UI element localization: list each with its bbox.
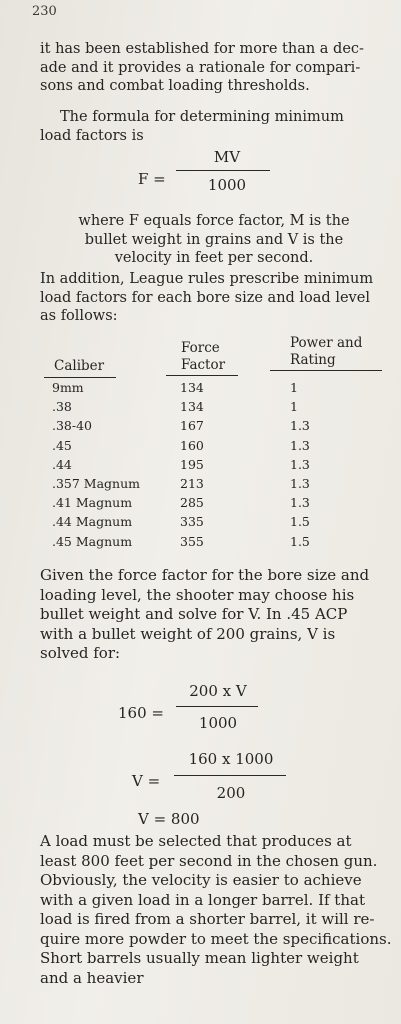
text-line: Given the force factor for the bore size and: [40, 566, 370, 584]
cell-force-factor: 213: [180, 475, 204, 491]
table-row: [40, 495, 390, 514]
header-rule: [44, 377, 116, 378]
text-line: The formula for determining minimum: [60, 109, 344, 125]
text-line: load is fired from a shorter barrel, it will re-: [40, 910, 375, 928]
cell-force-factor: 167: [180, 418, 204, 434]
cell-force-factor: 134: [180, 380, 204, 395]
page-number: 230: [32, 4, 57, 19]
text-line: load factors is: [40, 127, 144, 144]
text-line: it has been established for more than a dec-: [40, 41, 364, 57]
header-rule: [166, 375, 238, 376]
equation-numerator: 160 x 1000: [188, 750, 274, 768]
cell-power-rating: 1.3: [290, 495, 310, 511]
table-row: [40, 418, 390, 437]
text-line: velocity in feet per second.: [114, 250, 314, 266]
equation-denominator: 200: [216, 784, 246, 802]
fraction-bar: [176, 706, 258, 707]
table-row: [40, 476, 390, 495]
table-row: [40, 514, 390, 533]
text-line: solved for:: [40, 644, 121, 662]
header-power-bottom: Rating: [290, 352, 336, 368]
equation-numerator: 200 x V: [189, 682, 247, 700]
text-line: In addition, League rules prescribe minimum: [40, 271, 374, 287]
cell-caliber: .41 Magnum: [52, 495, 133, 511]
cell-force-factor: 285: [180, 495, 204, 511]
table-body: [40, 380, 390, 553]
equation-lhs: 160 =: [118, 704, 164, 722]
header-caliber: Caliber: [54, 358, 105, 374]
cell-caliber: 9mm: [52, 380, 84, 395]
cell-power-rating: 1.3: [290, 475, 310, 491]
text-line: sons and combat loading thresholds.: [40, 78, 310, 94]
text-line: loading level, the shooter may choose his: [40, 585, 355, 604]
text-line: bullet weight in grains and V is the: [84, 231, 344, 248]
header-rule: [270, 370, 382, 371]
text-line: ade and it provides a rationale for compari-: [40, 59, 361, 76]
cell-caliber: .44 Magnum: [52, 514, 133, 530]
formula-numerator: MV: [213, 148, 241, 166]
intro-paragraph: [40, 40, 388, 96]
text-line: bullet weight and solve for V. In .45 ACP: [40, 605, 348, 623]
final-paragraph: [40, 832, 390, 988]
header-force-bottom: Factor: [181, 357, 226, 373]
text-line: Short barrels usually mean lighter weight: [40, 949, 359, 967]
cell-caliber: .357 Magnum: [52, 475, 141, 491]
cell-force-factor: 195: [180, 456, 204, 472]
cell-power-rating: 1.3: [290, 418, 310, 434]
table-row: [40, 438, 390, 457]
cell-power-rating: 1: [290, 399, 298, 415]
header-power-top: Power and: [290, 335, 363, 351]
table-row: [40, 534, 390, 553]
equation-denominator: 1000: [198, 714, 238, 732]
text-line: A load must be selected that produces at: [40, 832, 352, 850]
text-line: and a heavier: [40, 968, 144, 987]
cell-force-factor: 134: [180, 399, 204, 415]
text-line: as follows:: [40, 308, 118, 324]
cell-force-factor: 335: [180, 514, 204, 530]
formula-lhs: F =: [138, 170, 166, 188]
cell-caliber: .38: [52, 399, 72, 415]
cell-caliber: .45 Magnum: [52, 533, 133, 549]
table-row: [40, 380, 390, 399]
text-line: least 800 feet per second in the chosen gun.: [40, 851, 378, 870]
fraction-bar: [176, 170, 270, 171]
league-paragraph: [40, 270, 388, 326]
equation-3: [0, 810, 401, 830]
text-line: load factors for each bore size and load level: [40, 289, 370, 306]
equation-1: [0, 682, 401, 740]
text-line: Obviously, the velocity is easier to achieve: [40, 871, 362, 889]
text-line: quire more powder to meet the specifications.: [40, 929, 392, 948]
table-row: [40, 399, 390, 418]
cell-caliber: .38-40: [52, 418, 93, 434]
cell-power-rating: 1.5: [290, 533, 310, 549]
force-factor-formula: [0, 148, 401, 204]
cell-power-rating: 1.3: [290, 456, 310, 472]
cell-force-factor: 160: [180, 437, 204, 453]
where-paragraph: [40, 212, 388, 268]
equation-2: [0, 750, 401, 806]
cell-power-rating: 1: [290, 380, 298, 395]
cell-caliber: .45: [52, 437, 72, 453]
text-line: with a given load in a longer barrel. If that: [40, 890, 365, 909]
text-line: with a bullet weight of 200 grains, V is: [40, 624, 336, 643]
equation-result: V = 800: [138, 810, 200, 828]
load-factor-table: [40, 330, 390, 552]
table-row: [40, 457, 390, 476]
formula-lead-paragraph: [40, 108, 388, 145]
cell-power-rating: 1.5: [290, 514, 310, 530]
fraction-bar: [174, 775, 286, 776]
header-force-top: Force: [181, 340, 220, 356]
cell-force-factor: 355: [180, 533, 204, 549]
text-line: where F equals force factor, M is the: [78, 213, 350, 229]
given-paragraph: [40, 566, 388, 664]
cell-caliber: .44: [52, 456, 72, 472]
formula-denominator: 1000: [207, 176, 247, 194]
equation-lhs: V =: [132, 772, 161, 790]
cell-power-rating: 1.3: [290, 437, 310, 453]
